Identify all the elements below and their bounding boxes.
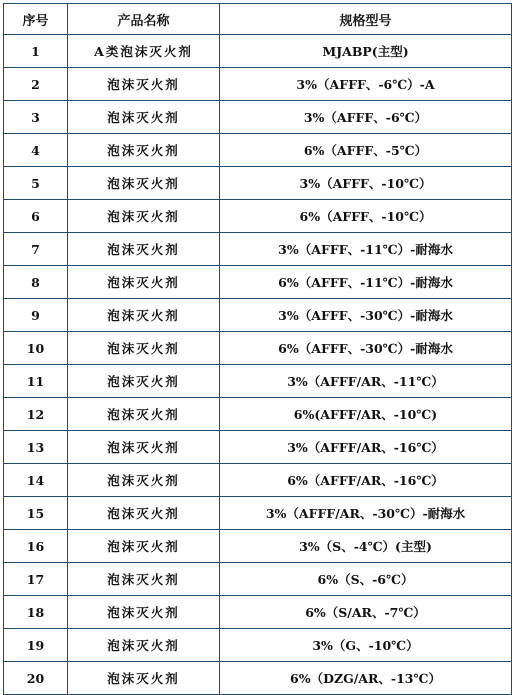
product-name: 泡沫灭火剂 [68, 497, 220, 530]
table-row [4, 497, 512, 530]
header-serial-number: 序号 [4, 4, 68, 35]
spec-model: 3%（AFFF/AR、-30℃）-耐海水 [220, 497, 512, 530]
spec-model: 3%（S、-4℃）(主型) [220, 530, 512, 563]
row-number: 7 [4, 233, 68, 266]
table-row [4, 299, 512, 332]
product-name: 泡沫灭火剂 [68, 233, 220, 266]
spec-model: 3%（AFFF、-10℃） [220, 167, 512, 200]
row-number: 16 [4, 530, 68, 563]
table-row [4, 596, 512, 629]
product-name: 泡沫灭火剂 [68, 464, 220, 497]
header-row [4, 4, 512, 35]
spec-model: 6%（AFFF、-10℃） [220, 200, 512, 233]
table-row [4, 35, 512, 68]
product-name: 泡沫灭火剂 [68, 332, 220, 365]
table-row [4, 134, 512, 167]
row-number: 8 [4, 266, 68, 299]
product-name: 泡沫灭火剂 [68, 629, 220, 662]
row-number: 10 [4, 332, 68, 365]
row-number: 3 [4, 101, 68, 134]
row-number: 14 [4, 464, 68, 497]
row-number: 4 [4, 134, 68, 167]
row-number: 6 [4, 200, 68, 233]
spec-model: 3%（AFFF/AR、-11℃） [220, 365, 512, 398]
row-number: 5 [4, 167, 68, 200]
product-name: 泡沫灭火剂 [68, 68, 220, 101]
product-name: 泡沫灭火剂 [68, 398, 220, 431]
table-row [4, 530, 512, 563]
spec-model: 3%（AFFF、-6℃） [220, 101, 512, 134]
row-number: 9 [4, 299, 68, 332]
row-number: 11 [4, 365, 68, 398]
spec-model: 3%（AFFF/AR、-16℃） [220, 431, 512, 464]
product-name: 泡沫灭火剂 [68, 365, 220, 398]
row-number: 13 [4, 431, 68, 464]
table-row [4, 266, 512, 299]
row-number: 2 [4, 68, 68, 101]
spec-model: 6%(AFFF/AR、-10℃) [220, 398, 512, 431]
row-number: 17 [4, 563, 68, 596]
table-row [4, 629, 512, 662]
spec-model: 3%（G、-10℃） [220, 629, 512, 662]
product-name: 泡沫灭火剂 [68, 299, 220, 332]
header-product-name: 产品名称 [68, 4, 220, 35]
table-row [4, 365, 512, 398]
table-row [4, 332, 512, 365]
product-name: 泡沫灭火剂 [68, 530, 220, 563]
spec-model: 6%（DZG/AR、-13℃） [220, 662, 512, 695]
product-name: 泡沫灭火剂 [68, 563, 220, 596]
table-row [4, 662, 512, 695]
row-number: 20 [4, 662, 68, 695]
product-name: 泡沫灭火剂 [68, 200, 220, 233]
table-row [4, 200, 512, 233]
spec-model: 3%（AFFF、-6℃）-A [220, 68, 512, 101]
spec-model: 6%（S/AR、-7℃） [220, 596, 512, 629]
product-name: 泡沫灭火剂 [68, 167, 220, 200]
row-number: 12 [4, 398, 68, 431]
table-row [4, 398, 512, 431]
table-row [4, 464, 512, 497]
table-row [4, 68, 512, 101]
product-name: 泡沫灭火剂 [68, 266, 220, 299]
row-number: 15 [4, 497, 68, 530]
table-row [4, 167, 512, 200]
product-name: 泡沫灭火剂 [68, 101, 220, 134]
table-row [4, 563, 512, 596]
row-number: 18 [4, 596, 68, 629]
spec-model: MJABP(主型) [220, 35, 512, 68]
product-spec-table [3, 3, 512, 695]
spec-model: 6%（AFFF/AR、-16℃） [220, 464, 512, 497]
product-name: 泡沫灭火剂 [68, 134, 220, 167]
table-row [4, 101, 512, 134]
spec-model: 3%（AFFF、-11℃）-耐海水 [220, 233, 512, 266]
spec-model: 6%（S、-6℃） [220, 563, 512, 596]
row-number: 1 [4, 35, 68, 68]
row-number: 19 [4, 629, 68, 662]
spec-model: 6%（AFFF、-30℃）-耐海水 [220, 332, 512, 365]
table-row [4, 233, 512, 266]
header-spec-model: 规格型号 [220, 4, 512, 35]
product-name: A类泡沫灭火剂 [68, 35, 220, 68]
spec-model: 6%（AFFF、-5℃） [220, 134, 512, 167]
product-name: 泡沫灭火剂 [68, 431, 220, 464]
product-name: 泡沫灭火剂 [68, 662, 220, 695]
spec-model: 3%（AFFF、-30℃）-耐海水 [220, 299, 512, 332]
table-row [4, 431, 512, 464]
spec-model: 6%（AFFF、-11℃）-耐海水 [220, 266, 512, 299]
product-name: 泡沫灭火剂 [68, 596, 220, 629]
